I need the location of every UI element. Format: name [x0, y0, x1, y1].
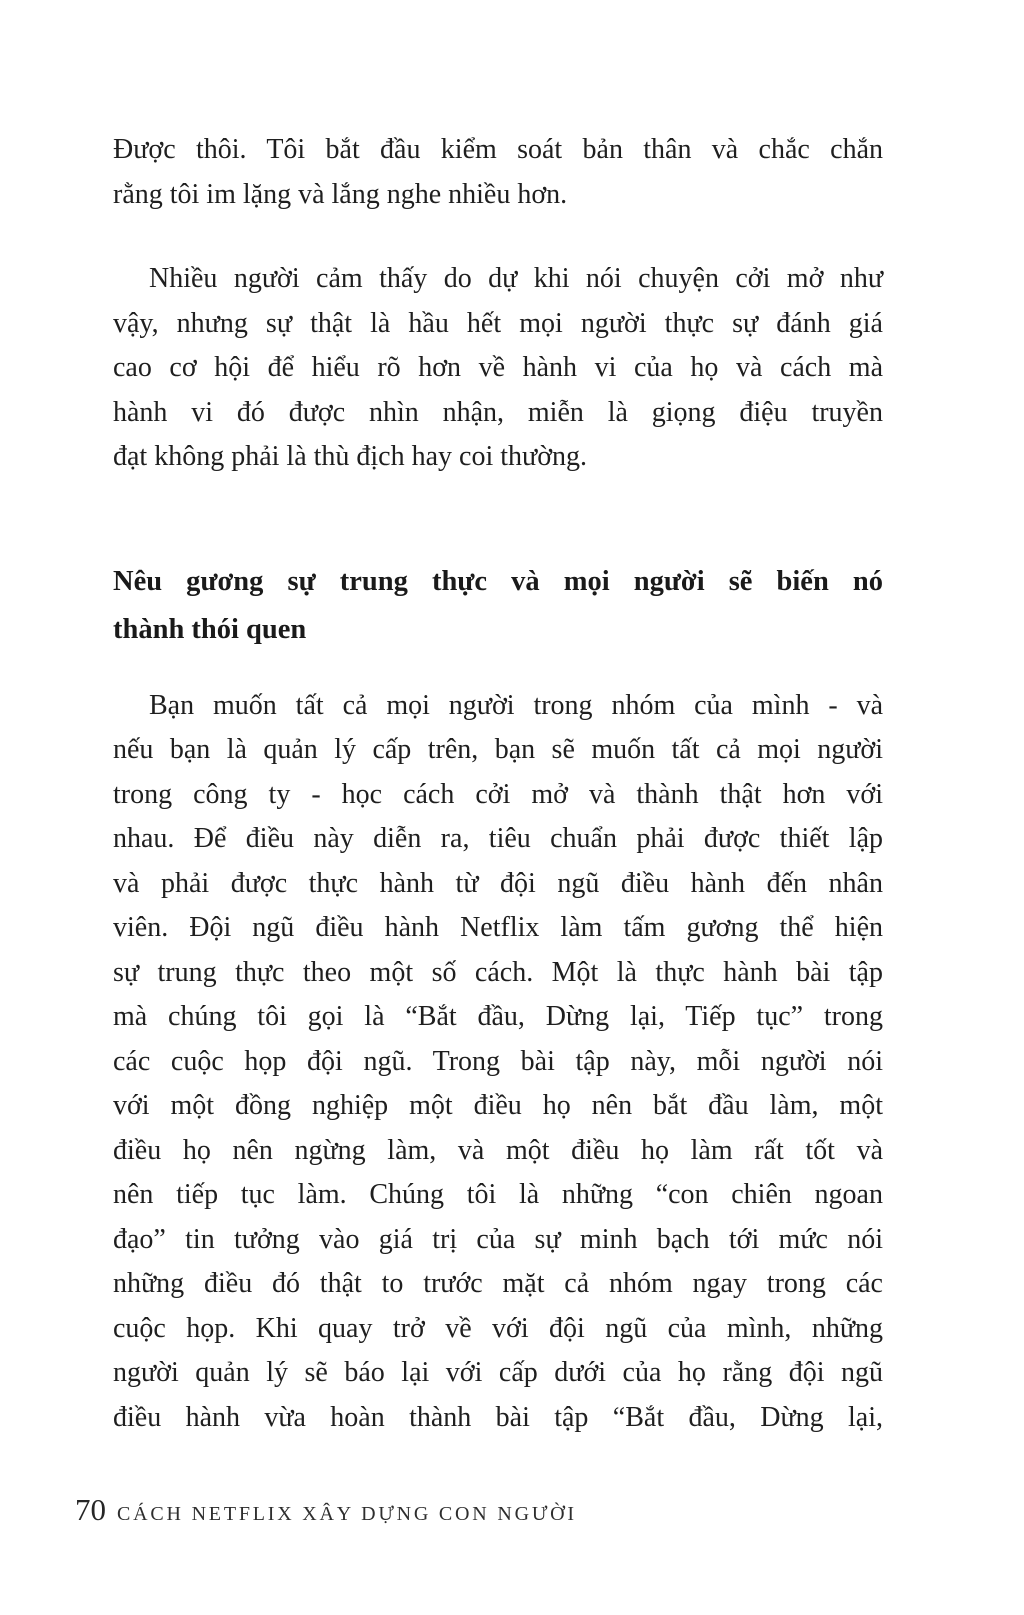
- text-line: Được thôi. Tôi bắt đầu kiểm soát bản thân và chắc chắn: [113, 134, 883, 165]
- page-footer: [75, 1492, 577, 1528]
- text-line: sự trung thực theo một số cách. Một là thực hành bài tập: [113, 956, 883, 988]
- text-line: cuộc họp. Khi quay trở về với đội ngũ của mình, những: [113, 1312, 883, 1344]
- text-line: viên. Đội ngũ điều hành Netflix làm tấm gương thể hiện: [113, 912, 883, 943]
- text-line: với một đồng nghiệp một điều họ nên bắt đầu làm, một: [113, 1090, 883, 1121]
- section-heading: [113, 558, 883, 654]
- text-line: đạo” tin tưởng vào giá trị của sự minh bạch tới mức nói: [113, 1223, 883, 1255]
- text-line: nên tiếp tục làm. Chúng tôi là những “con chiên ngoan: [113, 1179, 883, 1210]
- text-line: các cuộc họp đội ngũ. Trong bài tập này, mỗi người nói: [113, 1045, 883, 1077]
- text-line: người quản lý sẽ báo lại với cấp dưới của họ rằng đội ngũ: [113, 1357, 883, 1388]
- text-line: cao cơ hội để hiểu rõ hơn về hành vi của họ và cách mà: [113, 352, 883, 383]
- text-line: thành thói quen: [113, 613, 307, 645]
- text-line: và phải được thực hành từ đội ngũ điều hành đến nhân: [113, 867, 883, 899]
- page-number: 70: [75, 1492, 106, 1527]
- text-line: điều hành vừa hoàn thành bài tập “Bắt đầu, Dừng lại,: [113, 1401, 883, 1433]
- text-line: trong công ty - học cách cởi mở và thành thật hơn với: [113, 778, 883, 810]
- text-line: Bạn muốn tất cả mọi người trong nhóm của mình - và: [149, 689, 883, 721]
- text-line: rằng tôi im lặng và lắng nghe nhiều hơn.: [113, 178, 568, 210]
- text-line: đạt không phải là thù địch hay coi thường.: [113, 441, 588, 472]
- paragraph-continuation: [113, 128, 883, 217]
- text-line: những điều đó thật to trước mặt cả nhóm ngay trong các: [113, 1268, 883, 1299]
- page-content: [113, 128, 883, 1440]
- text-line: Nhiều người cảm thấy do dự khi nói chuyện cởi mở như: [149, 263, 883, 294]
- paragraph: [113, 257, 883, 480]
- text-line: mà chúng tôi gọi là “Bắt đầu, Dừng lại, Tiếp tục” trong: [113, 1001, 883, 1032]
- text-line: hành vi đó được nhìn nhận, miễn là giọng điệu truyền: [113, 396, 883, 428]
- text-line: Nêu gương sự trung thực và mọi người sẽ biến nó: [113, 565, 883, 597]
- text-line: nhau. Để điều này diễn ra, tiêu chuẩn phải được thiết lập: [113, 823, 883, 854]
- text-line: điều họ nên ngừng làm, và một điều họ làm rất tốt và: [113, 1134, 883, 1166]
- paragraph: [113, 684, 883, 1441]
- running-title: CÁCH NETFLIX XÂY DỰNG CON NGƯỜI: [117, 1503, 577, 1525]
- text-line: nếu bạn là quản lý cấp trên, bạn sẽ muốn tất cả mọi người: [113, 734, 883, 765]
- text-line: vậy, nhưng sự thật là hầu hết mọi người thực sự đánh giá: [113, 307, 883, 339]
